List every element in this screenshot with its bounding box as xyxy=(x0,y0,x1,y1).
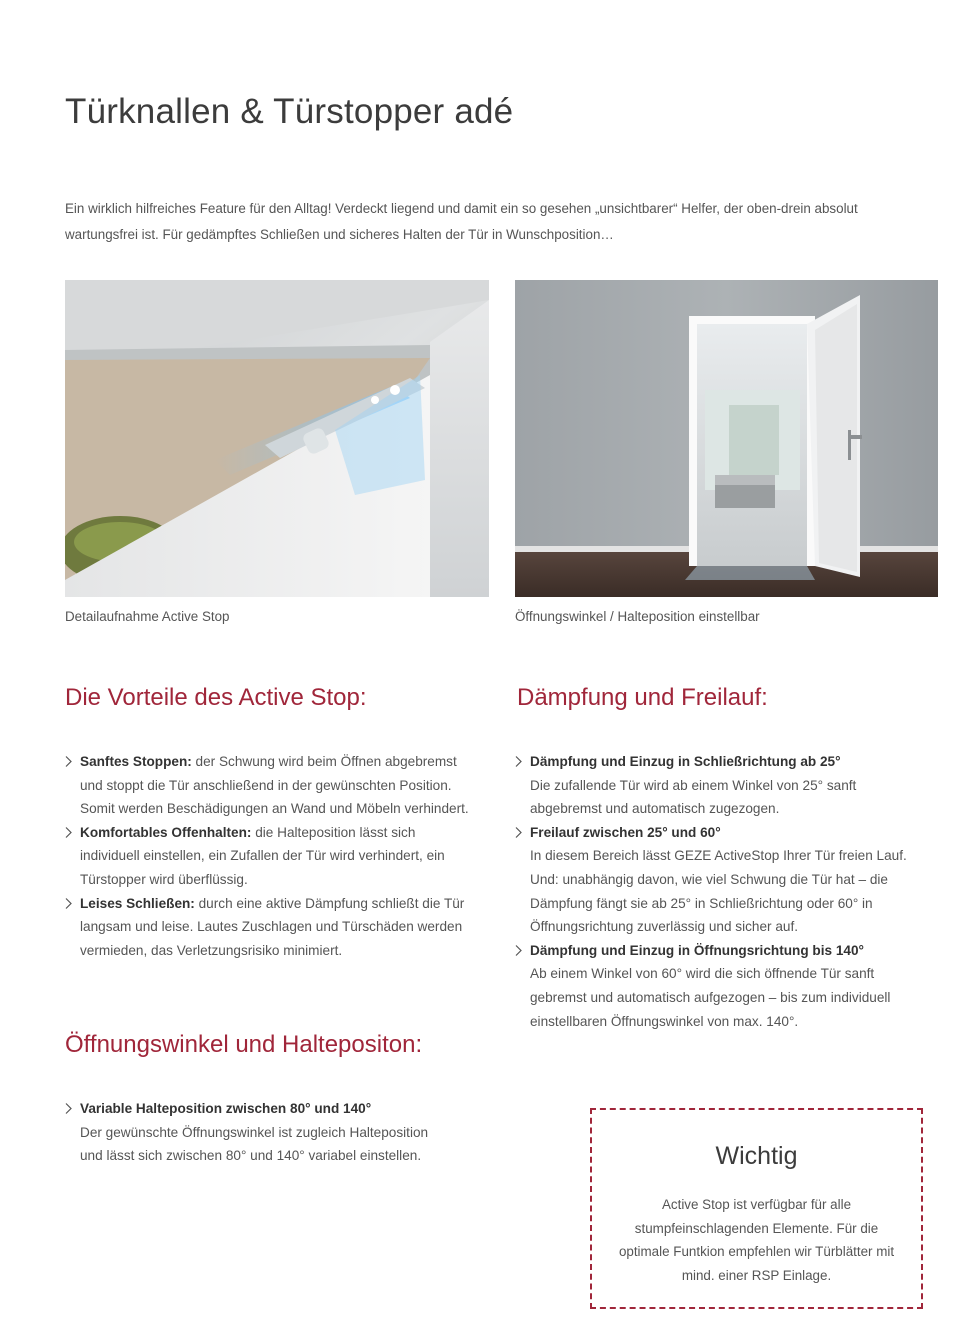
list-item-term: Sanftes Stoppen: xyxy=(80,754,192,769)
list-item xyxy=(65,892,477,963)
list-item xyxy=(65,821,477,892)
list-item-term: Dämpfung und Einzug in Öffnungsrichtung bis 140° xyxy=(530,942,864,958)
chevron-right-icon xyxy=(515,827,522,838)
vorteile-heading: Die Vorteile des Active Stop: xyxy=(65,684,367,711)
list-item-text: die Halteposition lässt sich individuell einstellen, ein Zufallen der Tür wird verhindert, ein Türstopper wird überflüssig. xyxy=(80,824,445,887)
right-image-caption: Öffnungswinkel / Halteposition einstellbar xyxy=(515,609,760,624)
left-image-caption: Detailaufnahme Active Stop xyxy=(65,609,230,624)
important-notice-box xyxy=(590,1108,923,1309)
list-item xyxy=(515,750,925,821)
list-item xyxy=(65,750,477,821)
list-item-term: Freilauf zwischen 25° und 60° xyxy=(530,824,721,840)
list-item-term: Variable Halteposition zwischen 80° und 140° xyxy=(80,1101,372,1116)
list-item-text: durch eine aktive Dämpfung schließt die Tür langsam und leise. Lautes Zuschlagen und Türschäden werden vermieden, das Verletzungsrisiko minimiert. xyxy=(80,895,465,958)
intro-text: Ein wirklich hilfreiches Feature für den Alltag! Verdeckt liegend und damit ein so gesehen „unsichtbarer“ Helfer, der oben-drein absolut wartungsfrei ist. Für gedämpftes Schließen und sicheres Halten der Tür in Wunschposition… xyxy=(65,201,858,242)
list-item-term: Dämpfung und Einzug in Schließrichtung ab 25° xyxy=(530,754,841,769)
chevron-right-icon xyxy=(515,756,522,767)
list-item-text: Die zufallende Tür wird ab einem Winkel von 25° sanft abgebremst und automatisch zugezogen. xyxy=(530,777,857,817)
chevron-right-icon xyxy=(65,898,72,909)
chevron-right-icon xyxy=(65,1103,72,1114)
list-item xyxy=(515,939,925,1033)
list-item-term: Leises Schließen: xyxy=(80,895,195,911)
list-item-text: Der gewünschte Öffnungswinkel ist zugleich Halteposition und lässt sich zwischen 80° und 140° variabel einstellen. xyxy=(80,1124,429,1164)
daempfung-heading: Dämpfung und Freilauf: xyxy=(517,684,768,711)
chevron-right-icon xyxy=(515,945,522,956)
list-item-text: In diesem Bereich lässt GEZE ActiveStop Ihrer Tür freien Lauf. Und: unabhängig davon, wie viel Schwung die Tür hat – die Dämpfung fängt sie ab 25° in Schließrichtung oder 60° in Öffnungsrichtung zuverlässig und sicher auf. xyxy=(530,848,907,935)
vorteile-list xyxy=(65,750,477,962)
list-item-term: Komfortables Offenhalten: xyxy=(80,824,252,840)
page-title: Türknallen & Türstopper adé xyxy=(65,92,514,131)
daempfung-list xyxy=(515,750,925,1033)
notice-text: Active Stop ist verfügbar für alle stumpfeinschlagenden Elemente. Für die optimale Funtkion empfehlen wir Türblätter mit mind. einer RSP Einlage. xyxy=(618,1197,895,1283)
open-door-image xyxy=(515,280,938,597)
list-item-text: Ab einem Winkel von 60° wird die sich öffnende Tür sanft gebremst und automatisch aufgezogen – bis zum individuell einstellbaren Öffnungswinkel von max. 140°. xyxy=(530,966,891,1029)
list-item xyxy=(65,1097,445,1168)
oeffnungswinkel-heading: Öffnungswinkel und Haltepositon: xyxy=(65,1031,423,1058)
notice-title: Wichtig xyxy=(715,1142,798,1170)
chevron-right-icon xyxy=(65,827,72,838)
oeffnungswinkel-list xyxy=(65,1097,445,1168)
chevron-right-icon xyxy=(65,756,72,767)
list-item xyxy=(515,821,925,939)
list-item-text: der Schwung wird beim Öffnen abgebremst und stoppt die Tür anschließend in der gewünschten Position. Somit werden Beschädigungen an Wand und Möbeln verhindert. xyxy=(80,754,469,817)
active-stop-detail-image xyxy=(65,280,489,597)
